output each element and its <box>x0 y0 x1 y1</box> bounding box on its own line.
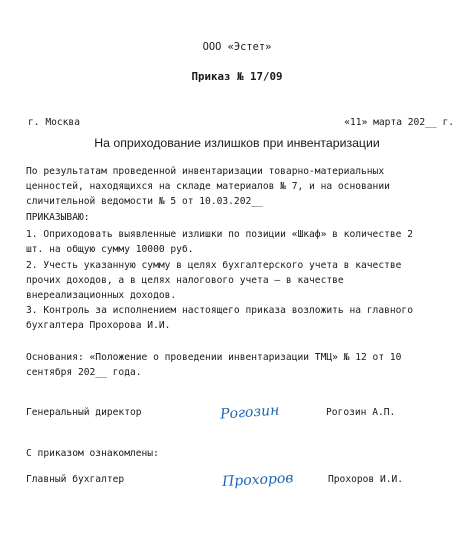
accountant-signature <box>220 464 310 494</box>
basis-line: сентября 202__ года. <box>26 367 142 378</box>
item-line: внереализационных доходов. <box>26 290 177 301</box>
item-line: 2. Учесть указанную сумму в целях бухгалтерского учета в качестве <box>26 260 402 271</box>
svg-text:Прохоров: Прохоров <box>221 470 294 490</box>
company-name: ООО «Эстет» <box>202 41 272 53</box>
item-line: 3. Контроль за исполнением настоящего приказа возложить на главного <box>26 305 413 316</box>
item-line: шт. на общую сумму 10000 руб. <box>26 244 194 255</box>
item-line: бухгалтера Прохорова И.И. <box>26 320 171 331</box>
intro-line: ценностей, находящихся на складе материалов № 7, и на основании <box>26 181 390 192</box>
svg-text:Рогозин: Рогозин <box>219 402 280 423</box>
order-date: «11» марта 202__ г. <box>344 117 454 128</box>
director-signature <box>218 396 308 426</box>
order-item-3 <box>26 303 456 333</box>
basis-line: Основания: «Положение о проведении инвентаризации ТМЦ» № 12 от 10 <box>26 352 402 363</box>
intro-paragraph <box>26 164 456 209</box>
accountant-name: Прохоров И.И. <box>328 474 404 485</box>
item-line: прочих доходов, а в целях налогового учета — в качестве <box>26 275 344 286</box>
accountant-role: Главный бухгалтер <box>26 474 125 485</box>
order-item-2 <box>26 258 456 303</box>
director-role: Генеральный директор <box>26 407 142 418</box>
basis-paragraph <box>26 350 456 380</box>
director-name: Рогозин А.П. <box>326 407 396 418</box>
city: г. Москва <box>28 117 80 128</box>
order-word: ПРИКАЗЫВАЮ: <box>26 212 90 223</box>
intro-line: сличительной ведомости № 5 от 10.03.202__ <box>26 196 263 207</box>
order-subject: На оприходование излишков при инвентаризации <box>94 136 380 150</box>
order-item-1 <box>26 227 456 257</box>
item-line: 1. Оприходовать выявленные излишки по позиции «Шкаф» в количестве 2 <box>26 229 413 240</box>
order-title: Приказ № 17/09 <box>191 70 283 83</box>
intro-line: По результатам проведенной инвентаризации товарно-материальных <box>26 166 385 177</box>
acquainted-label: С приказом ознакомлены: <box>26 448 159 459</box>
